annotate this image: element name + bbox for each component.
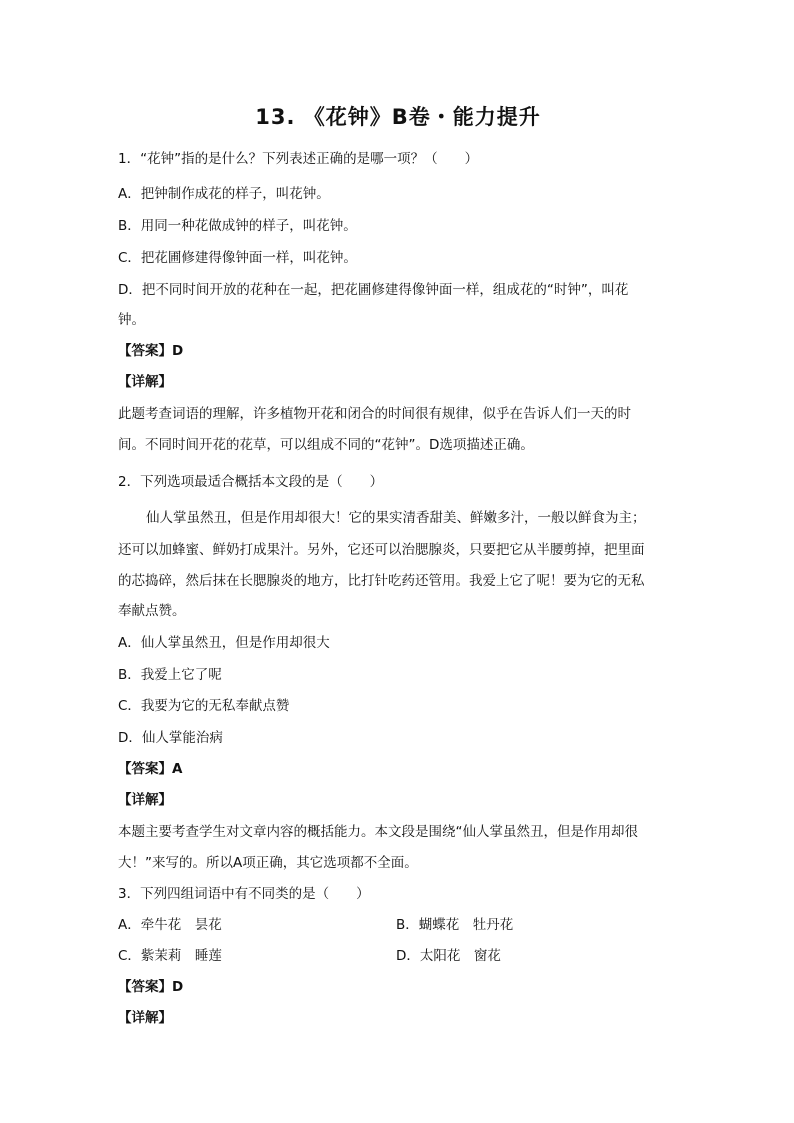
question-3-option-b: B．蝴蝶花 牡丹花	[396, 917, 514, 933]
question-2-option-d: D．仙人掌能治病	[118, 730, 223, 746]
question-2-explain-line: 大！”来写的。所以A项正确，其它选项都不全面。	[118, 855, 418, 871]
question-2-explain-label: 【详解】	[118, 792, 172, 808]
question-1-answer: 【答案】D	[118, 343, 184, 359]
question-1-option-d: D．把不同时间开放的花种在一起，把花圃修建得像钟面一样，组成花的“时钟”，叫花	[118, 282, 629, 298]
question-2-stem: 2．下列选项最适合概括本文段的是（ ）	[118, 474, 384, 490]
question-2-passage-line: 还可以加蜂蜜、鲜奶打成果汁。另外，它还可以治腮腺炎，只要把它从半腰剪掉，把里面	[118, 542, 645, 558]
question-2-answer: 【答案】A	[118, 761, 183, 777]
question-3-option-a: A．牵牛花 昙花	[118, 917, 222, 933]
question-1-option-b: B．用同一种花做成钟的样子，叫花钟。	[118, 218, 357, 234]
question-2-explain-line: 本题主要考查学生对文章内容的概括能力。本文段是围绕“仙人掌虽然丑，但是作用却很	[118, 824, 638, 840]
question-3-option-d: D．太阳花 窗花	[396, 948, 501, 964]
question-2-passage-line: 仙人掌虽然丑，但是作用却很大！它的果实清香甜美、鲜嫩多汁，一般以鲜食为主；	[146, 510, 646, 526]
question-1-explain-line: 间。不同时间开花的花草，可以组成不同的“花钟”。D选项描述正确。	[118, 437, 534, 453]
question-1-option-a: A．把钟制作成花的样子，叫花钟。	[118, 186, 330, 202]
question-3-stem: 3．下列四组词语中有不同类的是（ ）	[118, 886, 370, 902]
page-title: 13. 《花钟》B卷・能力提升	[255, 105, 541, 129]
question-2-option-c: C．我要为它的无私奉献点赞	[118, 698, 290, 714]
question-3-answer: 【答案】D	[118, 979, 184, 995]
question-2-option-a: A．仙人掌虽然丑，但是作用却很大	[118, 635, 330, 651]
question-2-passage-line: 的芯捣碎，然后抹在长腮腺炎的地方，比打针吃药还管用。我爱上它了呢！要为它的无私	[118, 573, 645, 589]
question-1-option-c: C．把花圃修建得像钟面一样，叫花钟。	[118, 250, 357, 266]
question-1-option-d-cont: 钟。	[118, 312, 145, 328]
question-1-explain-line: 此题考查词语的理解，许多植物开花和闭合的时间很有规律，似乎在告诉人们一天的时	[118, 406, 631, 422]
question-2-option-b: B．我爱上它了呢	[118, 667, 222, 683]
question-2-passage-line: 奉献点赞。	[118, 603, 186, 619]
question-1-explain-label: 【详解】	[118, 374, 172, 390]
question-3-explain-label: 【详解】	[118, 1010, 172, 1026]
question-1-stem: 1．“花钟”指的是什么？下列表述正确的是哪一项？（ ）	[118, 151, 479, 167]
question-3-option-c: C．紫茉莉 睡莲	[118, 948, 222, 964]
